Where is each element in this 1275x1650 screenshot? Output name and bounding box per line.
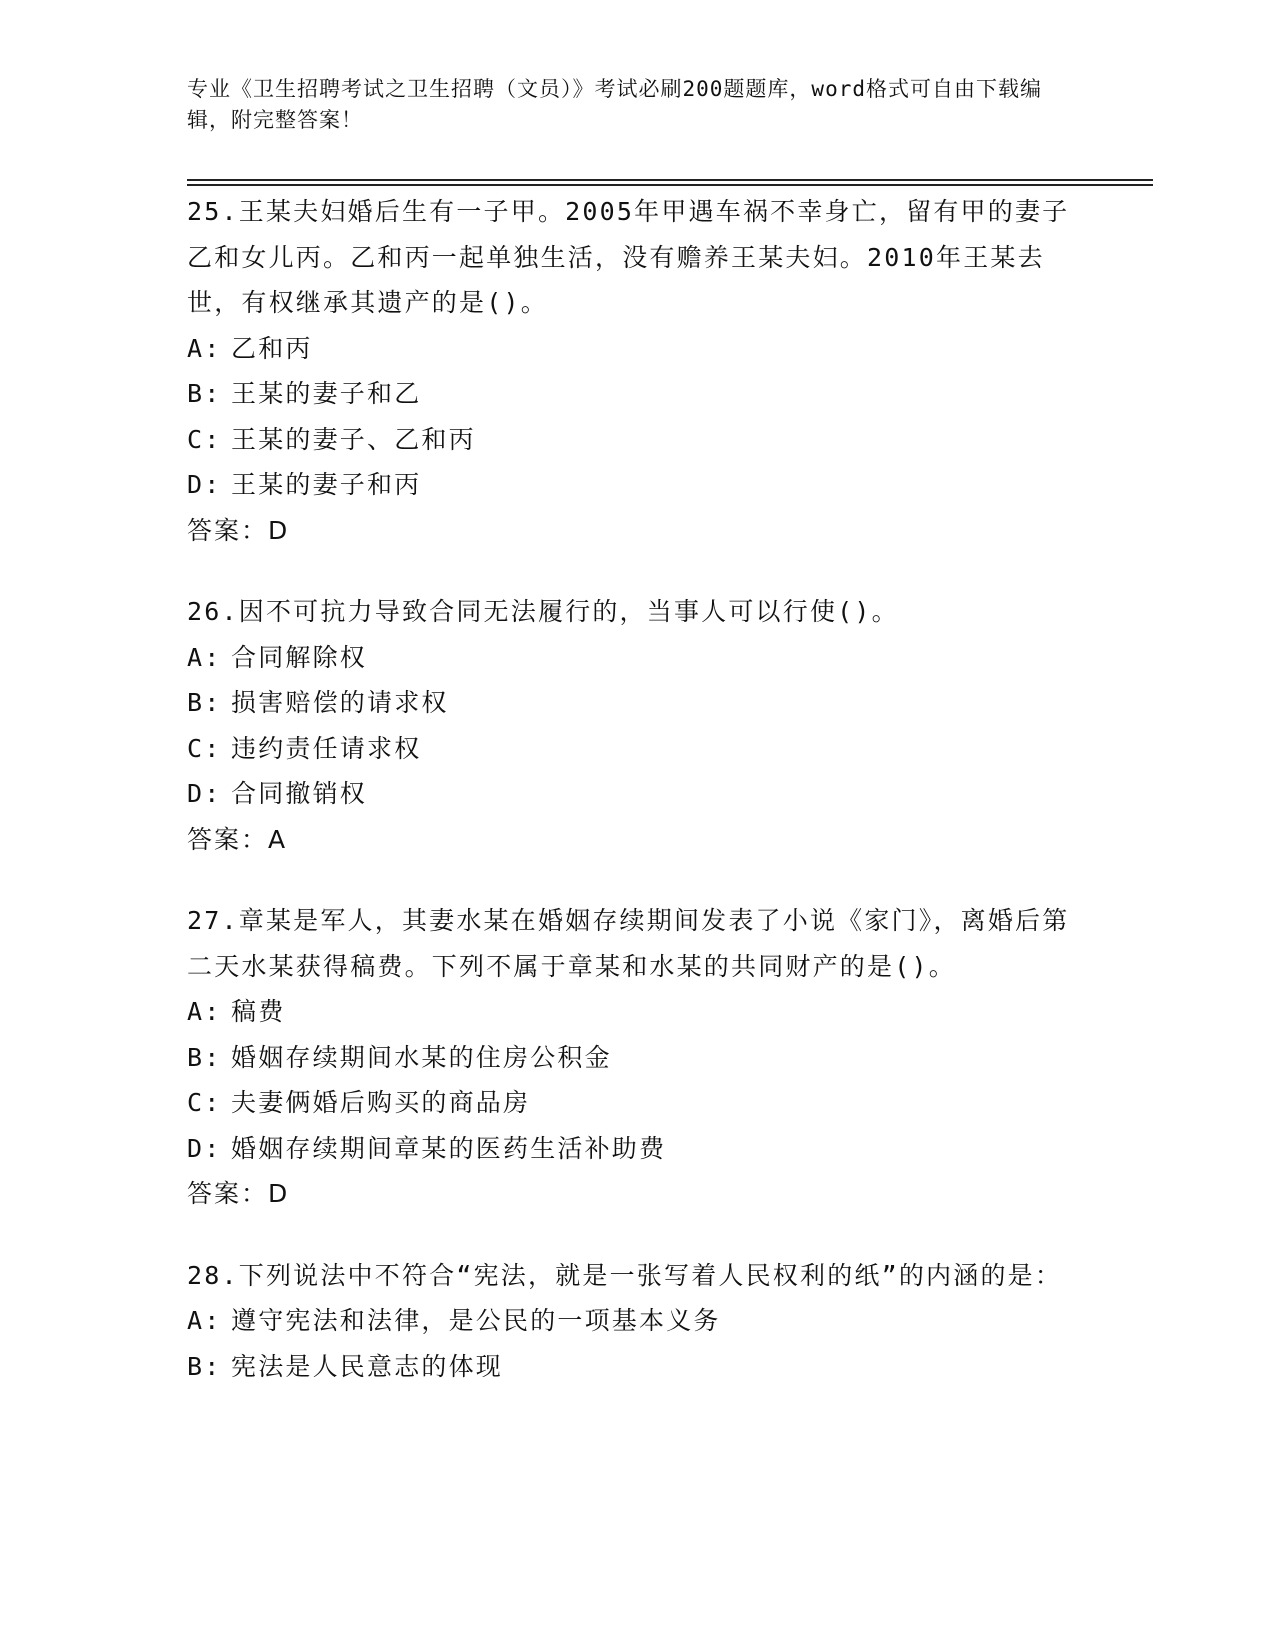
option-b bbox=[187, 1344, 1087, 1390]
option-text: 婚姻存续期间章某的医药生活补助费 bbox=[231, 1133, 667, 1163]
option-text: 王某的妻子和丙 bbox=[231, 470, 422, 499]
answer-line bbox=[187, 1171, 1087, 1217]
answer-value: D bbox=[268, 1179, 289, 1208]
option-letter: A: bbox=[187, 997, 222, 1026]
answer-value: D bbox=[268, 515, 289, 545]
option-text: 婚姻存续期间水某的住房公积金 bbox=[231, 1042, 612, 1072]
option-letter: C: bbox=[187, 424, 222, 454]
option-b bbox=[187, 371, 1087, 417]
question-27 bbox=[187, 898, 1087, 1217]
option-text: 乙和丙 bbox=[231, 333, 313, 363]
question-text: 25.王某夫妇婚后生有一子甲。2005年甲遇车祸不幸身亡，留有甲的妻子乙和女儿丙。乙和丙一起单独生活，没有赡养王某夫妇。2010年王某去世，有权继承其遗产的是()。 bbox=[187, 197, 1070, 317]
question-26 bbox=[187, 589, 1087, 862]
header-divider-bottom bbox=[187, 184, 1153, 186]
answer-line bbox=[187, 817, 1087, 863]
option-text: 合同撤销权 bbox=[231, 779, 368, 808]
option-c bbox=[187, 726, 1087, 772]
option-text: 稿费 bbox=[231, 997, 286, 1026]
option-a bbox=[187, 1298, 1087, 1344]
option-letter: B: bbox=[187, 1351, 222, 1381]
option-letter: B: bbox=[187, 688, 222, 717]
option-text: 损害赔偿的请求权 bbox=[231, 688, 449, 717]
option-d bbox=[187, 1126, 1087, 1172]
option-c bbox=[187, 417, 1087, 463]
option-b bbox=[187, 680, 1087, 726]
document-header: 专业《卫生招聘考试之卫生招聘（文员）》考试必刷200题题库，word格式可自由下载编辑，附完整答案！ bbox=[187, 77, 1042, 132]
option-b bbox=[187, 1035, 1087, 1081]
option-a bbox=[187, 989, 1087, 1035]
option-text: 违约责任请求权 bbox=[231, 733, 422, 763]
answer-value: A bbox=[268, 824, 287, 854]
option-text: 遵守宪法和法律，是公民的一项基本义务 bbox=[231, 1306, 721, 1335]
option-letter: A: bbox=[187, 333, 222, 363]
question-text: 26.因不可抗力导致合同无法履行的，当事人可以行使()。 bbox=[187, 597, 899, 626]
option-letter: B: bbox=[187, 1042, 222, 1072]
option-a bbox=[187, 635, 1087, 681]
option-letter: D: bbox=[187, 470, 222, 499]
option-letter: C: bbox=[187, 733, 222, 763]
question-28 bbox=[187, 1253, 1087, 1390]
answer-label: 答案： bbox=[187, 824, 269, 854]
question-25 bbox=[187, 189, 1087, 553]
option-letter: C: bbox=[187, 1088, 222, 1117]
option-d bbox=[187, 771, 1087, 817]
option-letter: A: bbox=[187, 1306, 222, 1335]
answer-label: 答案： bbox=[187, 515, 269, 545]
option-d bbox=[187, 462, 1087, 508]
header-divider-top bbox=[187, 179, 1153, 181]
option-text: 合同解除权 bbox=[231, 642, 368, 672]
option-a bbox=[187, 326, 1087, 372]
question-text: 27.章某是军人，其妻水某在婚姻存续期间发表了小说《家门》，离婚后第二天水某获得稿费。下列不属于章某和水某的共同财产的是()。 bbox=[187, 906, 1070, 981]
question-text: 28.下列说法中不符合“宪法，就是一张写着人民权利的纸”的内涵的是： bbox=[187, 1260, 1063, 1290]
option-text: 夫妻俩婚后购买的商品房 bbox=[231, 1088, 531, 1117]
option-letter: D: bbox=[187, 779, 222, 808]
option-letter: D: bbox=[187, 1133, 222, 1163]
question-list bbox=[187, 189, 1087, 1425]
answer-line bbox=[187, 508, 1087, 554]
option-text: 宪法是人民意志的体现 bbox=[231, 1351, 504, 1381]
option-letter: B: bbox=[187, 379, 222, 408]
option-text: 王某的妻子、乙和丙 bbox=[231, 424, 476, 454]
option-text: 王某的妻子和乙 bbox=[231, 379, 422, 408]
option-letter: A: bbox=[187, 642, 222, 672]
option-c bbox=[187, 1080, 1087, 1126]
answer-label: 答案： bbox=[187, 1179, 269, 1208]
